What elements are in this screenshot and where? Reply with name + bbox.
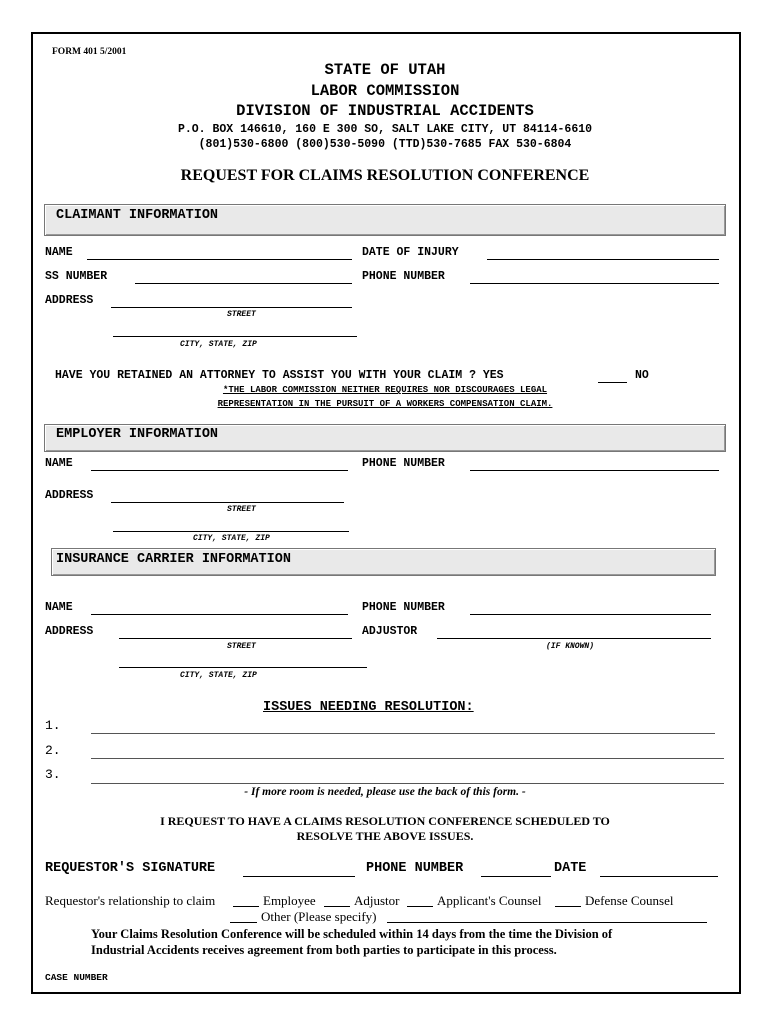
employer-address-label: ADDRESS [45,489,94,502]
adjustor-label: ADJUSTOR [362,625,418,638]
issue-1-number: 1. [45,718,61,733]
ss-number-label: SS NUMBER [45,270,108,283]
other-option: Other (Please specify) [261,909,377,924]
insurance-name-label: NAME [45,601,73,614]
claimant-city-caption: CITY, STATE, ZIP [180,340,257,349]
signature-date-label: DATE [554,861,587,876]
issue-3-field[interactable] [91,783,724,784]
insurance-address-label: ADDRESS [45,625,94,638]
claimant-name-field[interactable] [87,259,352,260]
employee-option: Employee [263,893,316,908]
insurance-section-header [51,548,716,576]
notice-line-1: Your Claims Resolution Conference will be scheduled within 14 days from the time the Division of [91,927,613,941]
signature-field[interactable] [243,876,355,877]
relationship-label: Requestor's relationship to claim [45,893,216,908]
claimant-street-caption: STREET [227,310,256,319]
date-of-injury-label: DATE OF INJURY [362,246,459,259]
header-address: P.O. BOX 146610, 160 E 300 SO, SALT LAKE CITY, UT 84114-6610 [177,123,593,136]
issue-2-field[interactable] [91,758,724,759]
attorney-question: HAVE YOU RETAINED AN ATTORNEY TO ASSIST YOU WITH YOUR CLAIM ? YES [55,369,504,382]
insurance-phone-label: PHONE NUMBER [362,601,445,614]
insurance-name-field[interactable] [91,614,348,615]
applicant-counsel-checkbox[interactable] [407,906,433,907]
employer-section-header [44,424,726,452]
insurance-phone-field[interactable] [470,614,711,615]
defense-counsel-option: Defense Counsel [585,893,674,908]
issue-1-field[interactable] [91,733,715,734]
request-line-1: I REQUEST TO HAVE A CLAIMS RESOLUTION CONFERENCE SCHEDULED TO [160,814,610,828]
other-checkbox[interactable] [230,922,257,923]
employer-phone-field[interactable] [470,470,719,471]
issues-note: - If more room is needed, please use the back of this form. - [244,786,526,798]
header-state: STATE OF UTAH [324,61,446,79]
employee-checkbox[interactable] [233,906,259,907]
insurance-street-caption: STREET [227,642,256,651]
issue-3-number: 3. [45,767,61,782]
date-of-injury-field[interactable] [487,259,719,260]
attorney-note-2: REPRESENTATION IN THE PURSUIT OF A WORKERS COMPENSATION CLAIM. [217,399,553,409]
signature-phone-label: PHONE NUMBER [366,861,464,876]
adjustor-field[interactable] [437,638,711,639]
signature-phone-field[interactable] [481,876,551,877]
insurance-heading: INSURANCE CARRIER INFORMATION [56,552,291,567]
claimant-street-field[interactable] [111,307,352,308]
adjustor-option: Adjustor [354,893,400,908]
issues-heading: ISSUES NEEDING RESOLUTION: [263,700,474,715]
page-title: REQUEST FOR CLAIMS RESOLUTION CONFERENCE [180,167,590,184]
claimant-phone-label: PHONE NUMBER [362,270,445,283]
attorney-yes-field[interactable] [598,382,627,383]
signature-date-field[interactable] [600,876,718,877]
header-agency: LABOR COMMISSION [310,82,460,100]
employer-phone-label: PHONE NUMBER [362,457,445,470]
issue-2-number: 2. [45,743,61,758]
employer-heading: EMPLOYER INFORMATION [56,427,219,442]
header-phones: (801)530-6800 (800)530-5090 (TTD)530-7685 FAX 530-6804 [198,138,572,151]
signature-label: REQUESTOR'S SIGNATURE [45,861,216,876]
claimant-heading: CLAIMANT INFORMATION [56,208,219,223]
claimant-address-label: ADDRESS [45,294,94,307]
other-specify-field[interactable] [387,922,707,923]
claimant-name-label: NAME [45,246,73,259]
attorney-note-1: *THE LABOR COMMISSION NEITHER REQUIRES NOR DISCOURAGES LEGAL [222,385,548,395]
claimant-section-header [44,204,726,236]
ss-number-field[interactable] [135,283,352,284]
insurance-street-field[interactable] [119,638,352,639]
employer-name-field[interactable] [91,470,348,471]
employer-street-caption: STREET [227,505,256,514]
insurance-city-caption: CITY, STATE, ZIP [180,671,257,680]
insurance-city-field[interactable] [119,667,367,668]
claimant-phone-field[interactable] [470,283,719,284]
employer-city-caption: CITY, STATE, ZIP [193,534,270,543]
request-line-2: RESOLVE THE ABOVE ISSUES. [296,829,474,843]
defense-counsel-checkbox[interactable] [555,906,581,907]
notice-line-2: Industrial Accidents receives agreement from both parties to participate in this process. [91,943,557,957]
adjustor-checkbox[interactable] [324,906,350,907]
employer-name-label: NAME [45,457,73,470]
applicant-counsel-option: Applicant's Counsel [437,893,542,908]
employer-street-field[interactable] [111,502,344,503]
form-id: FORM 401 5/2001 [52,47,127,57]
employer-city-field[interactable] [113,531,349,532]
header-division: DIVISION OF INDUSTRIAL ACCIDENTS [236,102,534,120]
claimant-city-field[interactable] [113,336,357,337]
adjustor-if-known-caption: (IF KNOWN) [546,642,595,651]
case-number-label: CASE NUMBER [45,972,108,983]
attorney-no-label: NO [635,369,649,382]
